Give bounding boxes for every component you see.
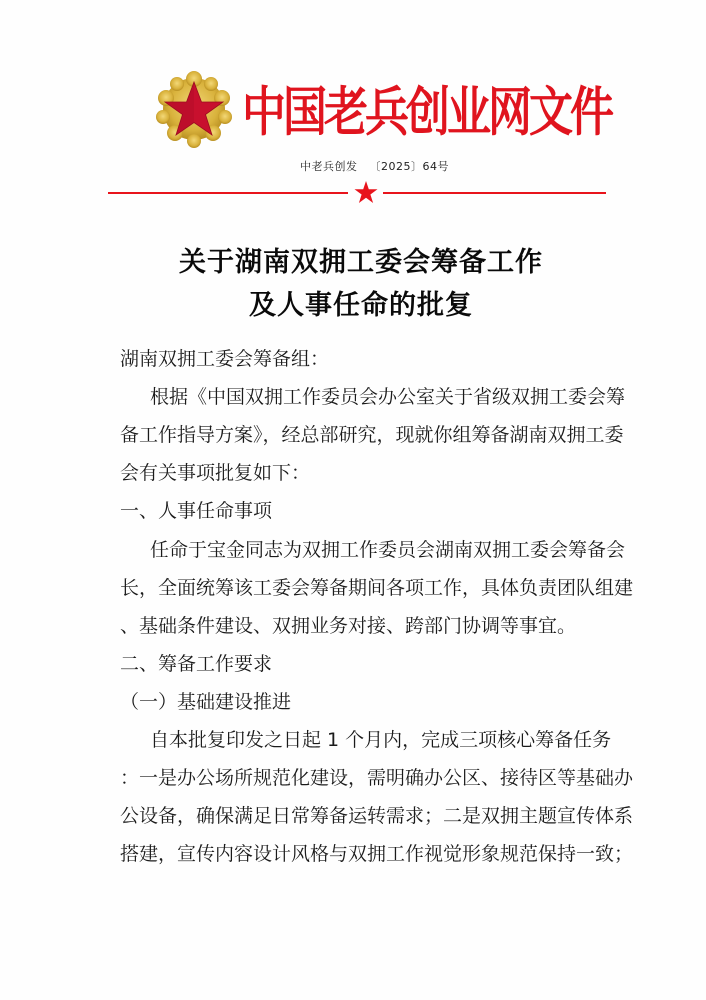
- document-number: [300, 158, 449, 174]
- document-title-line-1: 关于湖南双拥工委会筹备工作: [179, 247, 543, 278]
- salutation: 湖南双拥工委会筹备组：: [120, 348, 330, 370]
- section-heading-1: 一、人事任命事项: [120, 500, 273, 522]
- org-header-title: 中国老兵创业网文件: [242, 81, 611, 143]
- document-title-line-2: 及人事任命的批复: [249, 290, 473, 321]
- red-star-icon: [354, 181, 378, 204]
- subsection-heading-1: （一）基础建设推进: [120, 691, 292, 713]
- header-rule-right: [383, 192, 606, 194]
- doc-number-year: 〔2025〕: [369, 160, 423, 173]
- body-line: 、基础条件建设、双拥业务对接、跨部门协调等事宜。: [120, 615, 577, 637]
- body-line: 长，全面统筹该工委会筹备期间各项工作，具体负责团队组建: [120, 577, 634, 599]
- body-line: ：一是办公场所规范化建设，需明确办公区、接待区等基础办: [120, 767, 634, 789]
- body-line: 搭建，宣传内容设计风格与双拥工作视觉形象规范保持一致；: [120, 843, 634, 865]
- doc-number-prefix: 中老兵创发: [300, 160, 358, 173]
- body-line: 任命于宝金同志为双拥工作委员会湖南双拥工委会筹备会: [150, 539, 626, 561]
- bayi-emblem-icon: [153, 70, 235, 148]
- body-line: 根据《中国双拥工作委员会办公室关于省级双拥工委会筹: [150, 386, 626, 408]
- body-line: 自本批复印发之日起 1 个月内，完成三项核心筹备任务: [150, 729, 612, 751]
- body-line: 会有关事项批复如下：: [120, 462, 311, 484]
- body-line: 公设备，确保满足日常筹备运转需求；二是双拥主题宣传体系: [120, 805, 634, 827]
- body-line: 备工作指导方案》，经总部研究，现就你组筹备湖南双拥工委: [120, 424, 624, 446]
- section-heading-2: 二、筹备工作要求: [120, 653, 273, 675]
- header-rule-left: [108, 192, 348, 194]
- doc-number-serial: 64号: [422, 160, 449, 173]
